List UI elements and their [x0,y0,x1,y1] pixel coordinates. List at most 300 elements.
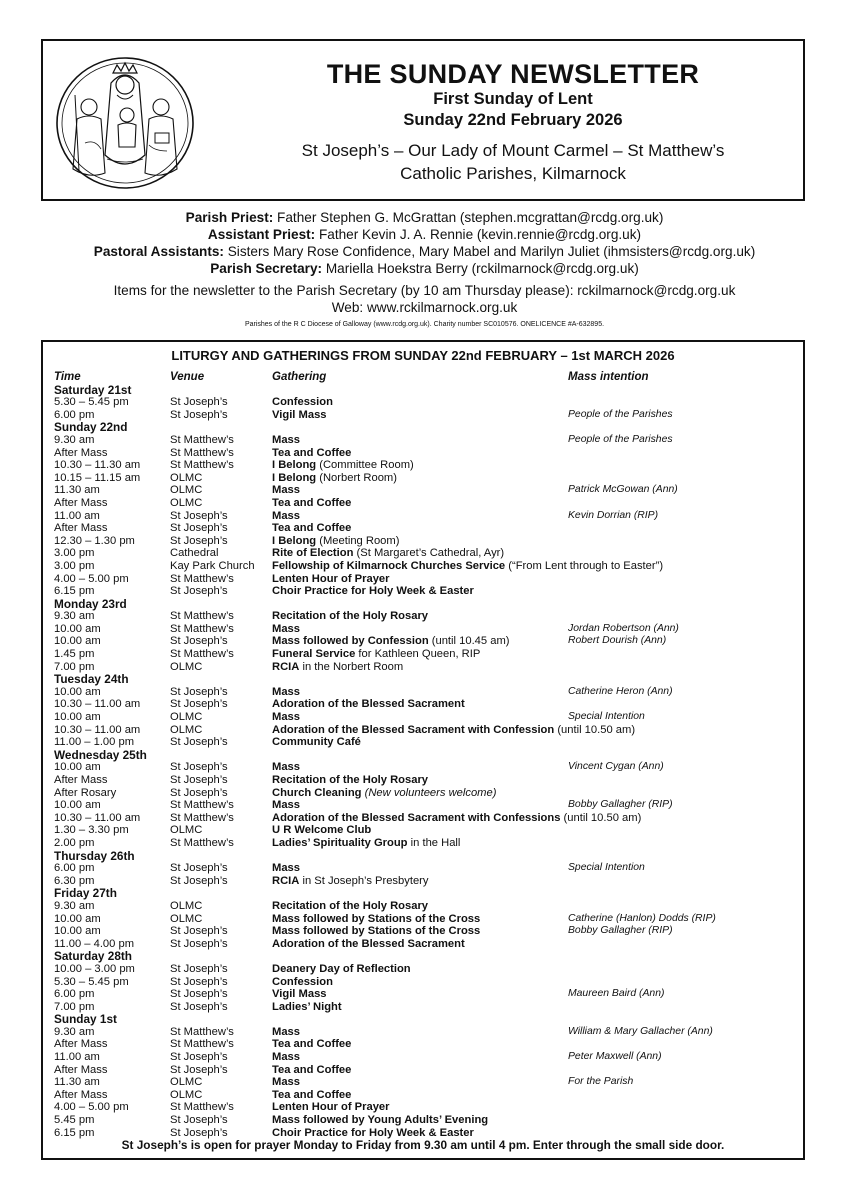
parish-names-line-2: Catholic Parishes, Kilmarnock [400,164,626,183]
schedule-row [54,547,799,560]
row-gathering-title: Church Cleaning [272,786,362,799]
row-time: 10.30 – 11.00 am [54,811,141,824]
liturgy-schedule [41,340,805,1160]
row-time: 5.30 – 5.45 pm [54,975,129,988]
row-gathering-title: Mass [272,509,300,522]
row-venue: OLMC [170,711,203,724]
row-gathering-title: Lenten Hour of Prayer [272,1101,390,1114]
row-venue: St Matthew’s [170,610,234,623]
row-venue: OLMC [170,1088,203,1101]
row-gathering [272,1089,566,1102]
row-time: 1.30 – 3.30 pm [54,824,129,837]
schedule-header-row [54,371,799,384]
row-gathering [272,635,566,648]
row-venue: OLMC [170,899,203,912]
row-time: 10.00 am [54,685,101,698]
row-time: After Mass [54,1063,108,1076]
row-mass-intention: Special Intention [568,862,645,874]
row-time: 2.00 pm [54,836,95,849]
row-mass-intention: Maureen Baird (Ann) [568,988,665,1000]
row-gathering [272,434,566,447]
row-venue: St Joseph’s [170,1126,228,1139]
row-gathering-title: Fellowship of Kilmarnock Churches Service [272,559,506,572]
row-time: 9.30 am [54,1025,95,1038]
row-gathering [272,875,566,888]
header-text [233,59,793,185]
row-venue: St Joseph’s [170,862,228,875]
row-venue: St Joseph’s [170,874,228,887]
schedule-row [54,799,799,812]
liturgical-day: First Sunday of Lent [433,90,593,108]
row-gathering-detail: (“From Lent through to Easter”) [505,559,664,572]
schedule-row [54,1038,799,1051]
row-gathering-title: Mass [272,622,300,635]
row-venue: St Matthew’s [170,622,234,635]
schedule-row [54,963,799,976]
schedule-row [54,736,799,749]
row-venue: OLMC [170,912,203,925]
row-venue: St Joseph’s [170,761,228,774]
parish-priest-value: Father Stephen G. McGrattan (stephen.mcgrattan@rcdg.org.uk) [273,210,664,225]
row-gathering-title: Choir Practice for Holy Week & Easter [272,1126,474,1139]
row-venue: St Joseph’s [170,925,228,938]
schedule-day-heading: Sunday 22nd [54,420,128,435]
row-time: 11.00 – 4.00 pm [54,937,135,950]
row-time: 10.30 – 11.00 am [54,723,141,736]
row-time: After Mass [54,522,108,535]
row-mass-intention: Peter Maxwell (Ann) [568,1051,662,1063]
row-gathering [272,447,566,460]
row-gathering [272,824,566,837]
row-time: 6.00 pm [54,862,95,875]
liturgy-title: LITURGY AND GATHERINGS FROM SUNDAY 22nd FEBRUARY – 1st MARCH 2026 [171,348,675,363]
row-mass-intention: Kevin Dorrian (RIP) [568,509,659,521]
row-gathering-title: Mass followed by Stations of the Cross [272,925,481,938]
row-gathering-detail: in the Norbert Room [299,660,404,673]
row-venue: Kay Park Church [170,559,255,572]
assistant-priest-value: Father Kevin J. A. Rennie (kevin.rennie@rcdg.org.uk) [315,227,642,242]
row-venue: St Matthew’s [170,1101,234,1114]
row-gathering [272,623,566,636]
row-gathering-title: Lenten Hour of Prayer [272,572,390,585]
row-mass-intention: People of the Parishes [568,408,673,420]
row-gathering-detail: (Meeting Room) [316,534,400,547]
row-gathering [272,963,566,976]
row-gathering [272,976,566,989]
row-venue: OLMC [170,723,203,736]
row-time: 10.00 am [54,761,101,774]
row-venue: St Matthew’s [170,459,234,472]
row-time: After Mass [54,496,108,509]
row-time: 10.00 am [54,711,101,724]
row-gathering [272,610,566,623]
row-time: 5.30 – 5.45 pm [54,396,129,409]
row-gathering [272,862,566,875]
schedule-row [54,1076,799,1089]
row-time: 6.00 pm [54,988,95,1001]
row-gathering-detail: (until 10.50 am) [560,811,642,824]
row-gathering [272,1051,566,1064]
row-time: After Rosary [54,786,117,799]
row-gathering-title: Deanery Day of Reflection [272,962,411,975]
pastoral-assistants-line [0,243,849,260]
row-venue: St Joseph’s [170,1000,228,1013]
row-gathering-title: Tea and Coffee [272,1088,352,1101]
row-gathering-title: Mass [272,761,300,774]
row-gathering [272,711,566,724]
schedule-row [54,711,799,724]
schedule-row [54,913,799,926]
row-time: 10.00 am [54,635,101,648]
row-time: 5.45 pm [54,1114,95,1127]
schedule-table [54,371,799,1139]
row-gathering [272,938,566,951]
row-time: 9.30 am [54,610,95,623]
row-mass-intention: Robert Dourish (Ann) [568,635,667,647]
row-venue: St Joseph’s [170,585,228,598]
row-gathering-title: Mass [272,685,300,698]
row-venue: St Joseph’s [170,1063,228,1076]
column-header-venue: Venue [170,371,205,383]
newsletter-items-note: Items for the newsletter to the Parish Secretary (by 10 am Thursday please): rckilmarnock@rcdg.org.uk [113,283,736,298]
row-mass-intention: Patrick McGowan (Ann) [568,484,678,496]
row-gathering-title: Recitation of the Holy Rosary [272,774,429,786]
schedule-row [54,1051,799,1064]
row-gathering-title: Vigil Mass [272,988,327,1001]
row-time: After Mass [54,774,108,786]
schedule-row [54,812,799,825]
row-gathering-detail: (until 10.50 am) [554,723,636,736]
newsletter-title: THE SUNDAY NEWSLETTER [326,59,700,89]
row-gathering-title: Mass [272,1076,300,1089]
row-gathering-title: Mass [272,433,300,446]
row-gathering [272,648,566,661]
assistant-priest-label: Assistant Priest: [207,227,316,242]
schedule-row [54,1001,799,1014]
schedule-row [54,724,799,737]
pastoral-assistants-label: Pastoral Assistants: [93,244,224,259]
parish-secretary-line [0,260,849,277]
row-gathering [272,1064,566,1077]
row-gathering-title: Mass followed by Stations of the Cross [272,912,481,925]
schedule-row [54,409,799,422]
row-gathering-title: Adoration of the Blessed Sacrament [272,698,465,711]
row-gathering [272,761,566,774]
row-gathering [272,686,566,699]
row-time: 11.00 am [54,1051,100,1064]
row-gathering-title: Tea and Coffee [272,496,352,509]
row-venue: St Matthew’s [170,446,234,459]
row-venue: St Joseph’s [170,975,228,988]
schedule-row [54,434,799,447]
row-gathering-title: U R Welcome Club [272,824,372,837]
schedule-row [54,1114,799,1127]
schedule-row [54,925,799,938]
row-gathering-title: Mass [272,484,300,497]
schedule-row [54,497,799,510]
row-time: 6.30 pm [54,874,95,887]
row-venue: St Joseph’s [170,774,228,786]
pastoral-assistants-value: Sisters Mary Rose Confidence, Mary Mabel and Marilyn Juliet (ihmsisters@rcdg.org.uk) [223,244,756,259]
column-header-gathering: Gathering [272,371,327,383]
row-time: 12.30 – 1.30 pm [54,534,135,547]
row-venue: St Joseph’s [170,736,228,749]
charity-small-print: Parishes of the R C Diocese of Galloway (www.rcdg.org.uk). Charity number SC010576. ONELICENCE #A-632895. [244,321,605,328]
row-gathering-title: Tea and Coffee [272,1038,352,1051]
row-time: 3.00 pm [54,547,95,560]
row-gathering-title: Recitation of the Holy Rosary [272,610,429,623]
row-gathering [272,799,566,812]
row-gathering-title: Tea and Coffee [272,446,352,459]
row-mass-intention: People of the Parishes [568,433,673,445]
row-gathering-title: Adoration of the Blessed Sacrament [272,937,465,950]
row-time: 10.00 am [54,799,101,812]
row-gathering-title: Mass [272,799,300,812]
row-gathering-detail: (New volunteers welcome) [361,786,497,799]
row-venue: St Joseph’s [170,962,228,975]
row-gathering-title: I Belong [272,534,317,547]
schedule-row [54,1026,799,1039]
row-time: 7.00 pm [54,660,95,673]
row-gathering [272,900,566,913]
schedule-row [54,787,799,800]
row-gathering [272,547,566,560]
schedule-row [54,862,799,875]
parish-names-line-1: St Joseph’s – Our Lady of Mount Carmel – St Matthew’s [301,141,725,160]
row-venue: OLMC [170,824,203,837]
row-gathering-title: Community Café [272,736,361,749]
parish-names [233,139,793,185]
schedule-row [54,875,799,888]
row-gathering [272,811,642,825]
row-time: 11.30 am [54,1076,100,1089]
row-time: 10.15 – 11.15 am [54,471,141,484]
row-gathering-detail: (Norbert Room) [316,471,397,484]
row-venue: St Joseph’s [170,534,228,547]
schedule-day-heading: Saturday 21st [54,382,132,397]
row-gathering [272,1101,566,1114]
row-gathering-title: Mass followed by Young Adults’ Evening [272,1114,489,1127]
schedule-row [54,1089,799,1102]
schedule-row [54,447,799,460]
schedule-row [54,824,799,837]
row-gathering [272,661,566,674]
newsletter-date: Sunday 22nd February 2026 [403,111,623,129]
row-time: 9.30 am [54,899,95,912]
row-gathering [272,1114,566,1127]
parish-priest-label: Parish Priest: [185,210,274,225]
row-time: 10.00 am [54,925,101,938]
row-time: 11.00 am [54,509,100,522]
row-venue: OLMC [170,660,203,673]
row-time: 10.30 – 11.00 am [54,698,141,711]
row-gathering-title: RCIA [272,660,300,673]
row-gathering [272,497,566,510]
row-venue: St Matthew’s [170,572,234,585]
row-gathering [272,736,566,749]
row-gathering-title: Mass [272,711,300,724]
schedule-row [54,837,799,850]
row-gathering [272,988,566,1001]
assistant-priest-line [0,226,849,243]
row-time: After Mass [54,1038,108,1051]
schedule-row [54,635,799,648]
row-gathering [272,723,636,737]
row-time: 11.30 am [54,484,100,497]
column-header-intention: Mass intention [568,371,649,383]
schedule-row [54,938,799,951]
row-venue: St Joseph’s [170,522,228,535]
schedule-row [54,484,799,497]
row-venue: Cathedral [170,547,219,560]
row-time: After Mass [54,1088,108,1101]
row-gathering-title: I Belong [272,459,317,472]
schedule-day-heading: Thursday 26th [54,848,135,863]
row-venue: St Matthew’s [170,836,234,849]
row-gathering-title: Rite of Election [272,547,354,560]
schedule-day-heading: Sunday 1st [54,1012,117,1027]
row-gathering-detail: in St Joseph’s Presbytery [299,874,429,887]
row-time: 6.00 pm [54,408,95,421]
row-mass-intention: Bobby Gallagher (RIP) [568,925,673,937]
row-time: 1.45 pm [54,648,95,661]
schedule-row [54,661,799,674]
row-gathering [272,1026,566,1039]
row-gathering-title: I Belong [272,471,317,484]
schedule-row [54,686,799,699]
row-time: 10.00 am [54,622,101,635]
row-gathering [272,787,566,800]
row-gathering [272,1001,566,1014]
row-gathering-title: Adoration of the Blessed Sacrament with Confessions [272,811,561,824]
schedule-row [54,623,799,636]
schedule-row [54,573,799,586]
row-gathering [272,510,566,523]
row-mass-intention: For the Parish [568,1076,634,1088]
row-venue: St Matthew’s [170,433,234,446]
schedule-row [54,976,799,989]
row-gathering [272,925,566,938]
row-gathering-title: Funeral Service [272,648,356,661]
row-venue: St Joseph’s [170,396,228,409]
row-gathering-detail: (St Margaret’s Cathedral, Ayr) [353,547,505,560]
row-gathering [272,409,566,422]
row-gathering [272,484,566,497]
row-gathering-title: Mass [272,1051,300,1064]
schedule-row [54,610,799,623]
row-gathering [272,472,566,485]
schedule-row [54,761,799,774]
row-gathering [272,396,566,409]
row-venue: OLMC [170,484,203,497]
row-gathering-title: Recitation of the Holy Rosary [272,899,429,912]
row-time: 10.00 – 3.00 pm [54,962,135,975]
row-venue: St Joseph’s [170,408,228,421]
row-gathering-title: Tea and Coffee [272,522,352,535]
row-time: 11.00 – 1.00 pm [54,736,135,749]
row-gathering [272,585,566,598]
row-venue: OLMC [170,1076,203,1089]
row-gathering [272,774,566,787]
website-line: Web: www.rckilmarnock.org.uk [331,300,518,315]
row-venue: St Joseph’s [170,1114,228,1127]
row-venue: St Joseph’s [170,786,228,799]
schedule-row [54,698,799,711]
row-time: 6.15 pm [54,1126,95,1139]
row-venue: St Joseph’s [170,1051,228,1064]
row-gathering-title: RCIA [272,874,300,887]
row-time: 10.30 – 11.30 am [54,459,141,472]
row-mass-intention: William & Mary Gallacher (Ann) [568,1025,713,1037]
row-gathering-title: Ladies’ Night [272,1000,342,1013]
row-venue: OLMC [170,471,203,484]
parish-priest-line [0,209,849,226]
row-time: 4.00 – 5.00 pm [54,1101,129,1114]
row-venue: St Matthew’s [170,648,234,661]
row-mass-intention: Catherine Heron (Ann) [568,685,673,697]
schedule-row [54,396,799,409]
row-venue: St Joseph’s [170,509,228,522]
parish-staff [0,209,849,331]
schedule-row [54,774,799,787]
parish-secretary-label: Parish Secretary: [210,261,323,276]
row-gathering-title: Confession [272,396,333,409]
row-time: 3.00 pm [54,559,95,572]
row-time: After Mass [54,446,108,459]
row-mass-intention: Special Intention [568,711,645,723]
row-gathering-detail: in the Hall [407,836,461,849]
row-gathering-title: Mass followed by Confession [272,635,429,648]
schedule-row [54,510,799,523]
row-venue: St Joseph’s [170,988,228,1001]
row-gathering [272,535,566,548]
row-gathering [272,559,664,573]
row-gathering-detail: for Kathleen Queen, RIP [355,648,481,661]
schedule-row [54,560,799,573]
row-gathering-title: Mass [272,862,300,875]
row-time: 9.30 am [54,433,95,446]
schedule-day-heading: Friday 27th [54,886,117,901]
row-venue: St Matthew’s [170,1038,234,1051]
row-gathering-title: Adoration of the Blessed Sacrament with Confession [272,723,555,736]
row-venue: St Matthew’s [170,1025,234,1038]
row-gathering-title: Mass [272,1025,300,1038]
row-gathering-detail: (until 10.45 am) [428,635,510,648]
row-time: 6.15 pm [54,585,95,598]
schedule-day-heading: Wednesday 25th [54,747,147,762]
row-mass-intention: Jordan Robertson (Ann) [568,622,679,634]
row-gathering [272,913,566,926]
row-gathering-title: Confession [272,975,333,988]
row-gathering-title: Ladies’ Spirituality Group [272,836,408,849]
row-time: 7.00 pm [54,1000,95,1013]
schedule-day-heading: Tuesday 24th [54,672,129,687]
schedule-row [54,988,799,1001]
schedule-row [54,522,799,535]
row-time: 10.00 am [54,912,101,925]
schedule-day-heading: Monday 23rd [54,596,127,611]
row-mass-intention: Bobby Gallagher (RIP) [568,799,673,811]
row-mass-intention: Catherine (Hanlon) Dodds (RIP) [568,912,716,924]
schedule-row [54,1064,799,1077]
holy-family-logo-icon [55,55,195,191]
parish-secretary-value: Mariella Hoekstra Berry (rckilmarnock@rcdg.org.uk) [322,261,639,276]
row-mass-intention: Vincent Cygan (Ann) [568,761,664,773]
schedule-row [54,459,799,472]
row-gathering-title: Choir Practice for Holy Week & Easter [272,585,474,598]
schedule-row [54,472,799,485]
row-time: 4.00 – 5.00 pm [54,572,129,585]
